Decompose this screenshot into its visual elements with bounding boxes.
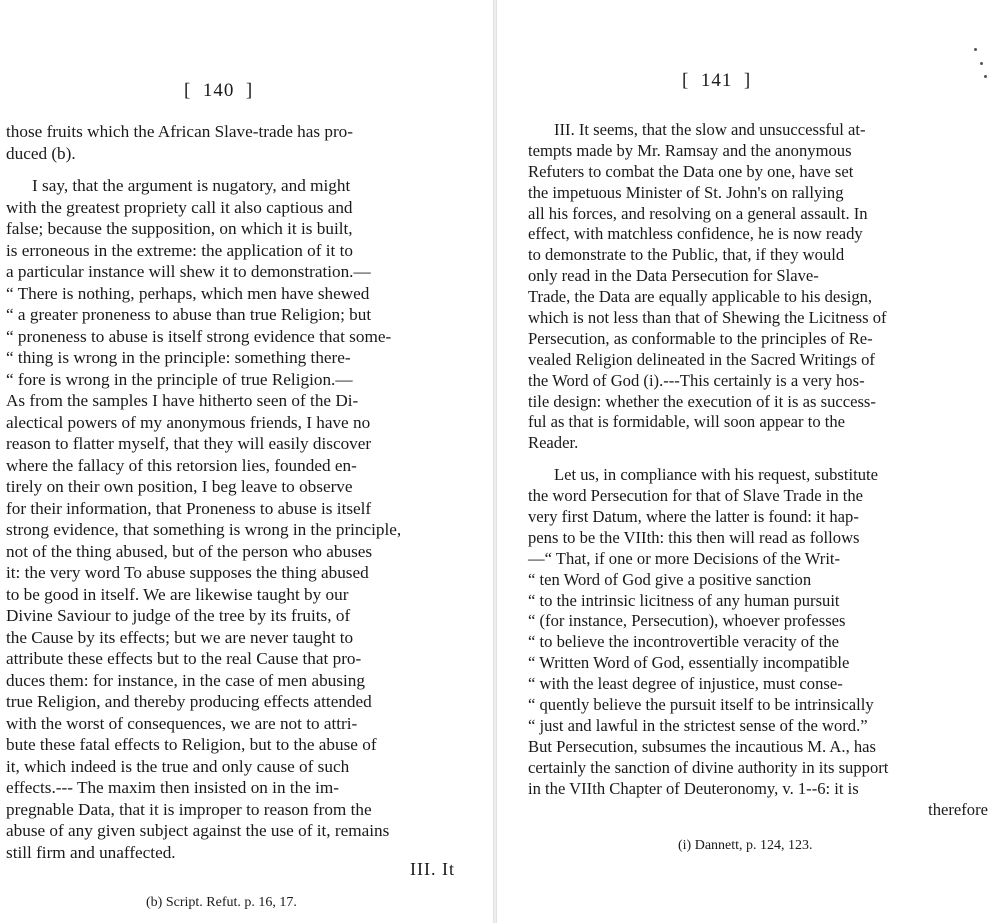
text-line: “ There is nothing, perhaps, which men have shewed [6,283,370,303]
text-line: But Persecution, subsumes the incautious M. A., has [528,736,876,756]
footnote: (b) Script. Refut. p. 16, 17. [146,895,297,910]
text-line: “ fore is wrong in the principle of true Religion.— [6,369,353,389]
text-line: effects.--- The maxim then insisted on in the im- [6,778,340,797]
text-line: duced (b). [6,143,76,163]
right-page [498,0,1000,923]
text-line: the Cause by its effects; but we are never taught to [6,627,354,647]
text-line: Persecution, as conformable to the principles of Re- [528,328,873,348]
text-line: is erroneous in the extreme: the application of it to [6,240,353,260]
text-line: with the greatest propriety call it also captious and [6,197,353,217]
page-number: [ 141 ] [682,70,752,91]
text-line: tile design: whether the execution of it is as success- [528,391,876,411]
text-line: to be good in itself. We are likewise taught by our [6,584,349,604]
book-gutter [493,0,497,923]
text-line: tempts made by Mr. Ramsay and the anonymous [528,140,852,160]
text-line: vealed Religion delineated in the Sacred Writings of [528,349,875,369]
catchword: III. It [410,859,455,879]
text-line: true Religion, and thereby producing effects attended [6,692,372,711]
text-line: the word Persecution for that of Slave Trade in the [528,486,864,506]
text-line: a particular instance will shew it to demonstration.— [6,262,371,281]
text-line: “ with the least degree of injustice, must conse- [528,674,843,694]
text-line: which is not less than that of Shewing the Licitness of [528,308,887,328]
text-line: duces them: for instance, in the case of men abusing [6,670,365,690]
text-line: abuse of any given subject against the use of it, remains [6,821,390,840]
text-line: “ (for instance, Persecution), whoever professes [528,611,846,631]
text-line: Refuters to combat the Data one by one, have set [528,161,854,181]
text-line: “ to believe the incontrovertible veracity of the [528,632,840,652]
text-line: —“ That, if one or more Decisions of the Writ- [528,548,841,568]
print-speck [984,75,987,78]
text-line: I say, that the argument is nugatory, and might [32,176,351,195]
text-line: “ quently believe the pursuit itself to be intrinsically [528,695,874,715]
text-line: Trade, the Data are equally applicable to his design, [528,287,873,307]
text-line: effect, with matchless confidence, he is now ready [528,224,863,244]
text-line: ful as that is formidable, will soon appear to the [528,412,846,432]
text-line: “ to the intrinsic licitness of any human pursuit [528,590,840,610]
footnote: (i) Dannett, p. 124, 123. [678,838,813,853]
text-line: only read in the Data Persecution for Slave- [528,266,819,286]
text-line: it: the very word To abuse supposes the thing abused [6,563,369,582]
text-line: reason to flatter myself, that they will easily discover [6,434,372,453]
text-line: those fruits which the African Slave-trade has pro- [6,122,353,141]
text-line: As from the samples I have hitherto seen of the Di- [6,391,359,410]
text-line: pens to be the VIIth: this then will read as follows [528,527,860,547]
text-line: the Word of God (i).---This certainly is a very hos- [528,370,865,390]
text-line: alectical powers of my anonymous friends, I have no [6,412,371,432]
text-line: with the worst of consequences, we are not to attri- [6,713,358,733]
text-line: in the VIIth Chapter of Deuteronomy, v. 1--6: it is [528,778,859,798]
text-line: therefore [928,799,988,819]
text-line: bute these fatal effects to Religion, but to the abuse of [6,735,377,754]
text-line: Let us, in compliance with his request, substitute [554,465,878,485]
text-line: Divine Saviour to judge of the tree by its fruits, of [6,606,351,625]
text-line: it, which indeed is the true and only cause of such [6,756,350,776]
text-line: to demonstrate to the Public, that, if they would [528,245,845,265]
text-line: still firm and unaffected. [6,842,176,862]
text-line: III. It seems, that the slow and unsuccessful at- [554,120,866,139]
text-line: very first Datum, where the latter is found: it hap- [528,507,859,527]
text-line: certainly the sanction of divine authority in its support [528,757,889,777]
text-line: where the fallacy of this retorsion lies, founded en- [6,455,357,475]
text-line: “ just and lawful in the strictest sense of the word.” [528,715,868,735]
body-text [528,120,988,820]
text-line: the impetuous Minister of St. John's on rallying [528,182,844,202]
print-speck [980,62,983,65]
text-line: strong evidence, that something is wrong in the principle, [6,520,402,539]
text-line: tirely on their own position, I beg leave to observe [6,477,353,496]
print-speck [974,48,977,51]
body-text [6,121,466,863]
text-line: not of the thing abused, but of the person who abuses [6,541,373,561]
text-line: “ Written Word of God, essentially incompatible [528,653,850,673]
text-line: pregnable Data, that it is improper to reason from the [6,799,372,819]
text-line: Reader. [528,433,579,453]
text-line: “ ten Word of God give a positive sanction [528,569,812,589]
text-line: “ thing is wrong in the principle: something there- [6,348,351,367]
left-page [0,0,492,923]
text-line: for their information, that Proneness to abuse is itself [6,498,372,518]
text-line: “ a greater proneness to abuse than true Religion; but [6,305,372,324]
page-number: [ 140 ] [184,80,254,101]
text-line: false; because the supposition, on which it is built, [6,219,353,238]
text-line: “ proneness to abuse is itself strong evidence that some- [6,326,392,346]
text-line: all his forces, and resolving on a general assault. In [528,203,868,223]
text-line: attribute these effects but to the real Cause that pro- [6,649,362,668]
